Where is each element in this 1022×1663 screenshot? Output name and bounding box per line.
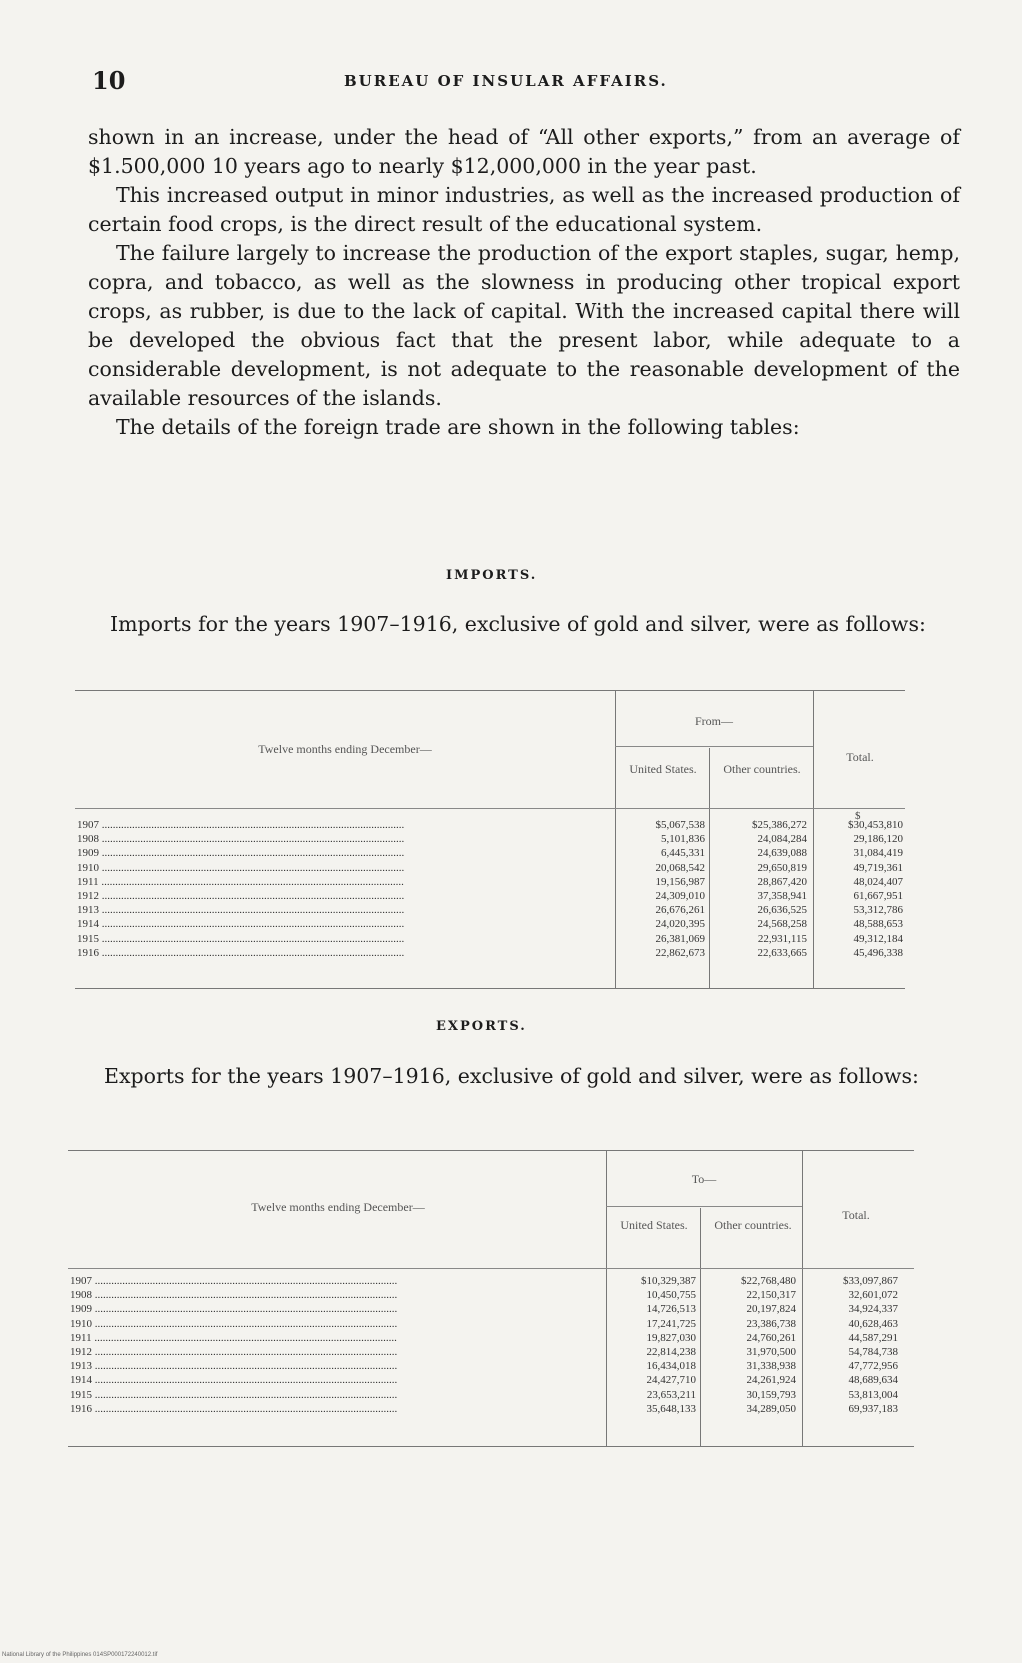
table-cell: 10,450,755 (646, 1289, 696, 1302)
imports-unit-marker: $ (855, 810, 861, 822)
table-cell: 40,628,463 (848, 1317, 898, 1330)
running-head (92, 66, 972, 96)
table-cell: 53,312,786 (853, 904, 903, 917)
year-label: 1908 .............................................................................................................. (77, 833, 405, 846)
year-label: 1914 .............................................................................................................. (70, 1374, 398, 1387)
table-cell: 19,827,030 (646, 1331, 696, 1344)
table-cell: 69,937,183 (848, 1402, 898, 1415)
exports-total-column (808, 1274, 898, 1416)
table-cell: 34,924,337 (848, 1303, 898, 1316)
year-label: 1910 .............................................................................................................. (77, 861, 405, 874)
imports-col-us: United States. (629, 762, 697, 776)
exports-row-header: Twelve months ending December— (251, 1200, 425, 1214)
year-label: 1913 .............................................................................................................. (70, 1360, 398, 1373)
table-cell: 48,689,634 (848, 1374, 898, 1387)
exports-col-us: United States. (620, 1218, 688, 1232)
table-cell: 54,784,738 (848, 1345, 898, 1358)
table-cell: 24,084,284 (757, 833, 807, 846)
table-cell: 24,639,088 (757, 847, 807, 860)
year-label: 1914 .............................................................................................................. (77, 918, 405, 931)
running-title: BUREAU OF INSULAR AFFAIRS. (344, 72, 668, 90)
table-cell: $33,097,867 (843, 1275, 898, 1287)
table-cell: 23,386,738 (746, 1317, 796, 1330)
year-label: 1910 .............................................................................................................. (70, 1317, 398, 1330)
table-cell: 31,084,419 (853, 847, 903, 860)
table-cell: 24,568,258 (757, 918, 807, 931)
table-cell: $10,329,387 (641, 1275, 696, 1287)
table-cell: 14,726,513 (646, 1303, 696, 1316)
year-label: 1916 .............................................................................................................. (77, 946, 405, 959)
imports-other-column (711, 818, 807, 960)
table-cell: 22,931,115 (757, 932, 807, 945)
table-cell: 5,101,836 (661, 833, 705, 846)
page-number: 10 (92, 66, 126, 95)
table-cell: 35,648,133 (646, 1402, 696, 1415)
year-label: 1912 .............................................................................................................. (77, 889, 405, 902)
table-cell: 6,445,331 (661, 847, 705, 860)
table-cell: 47,772,956 (848, 1360, 898, 1373)
table-cell: 22,814,238 (646, 1345, 696, 1358)
table-cell: 22,633,665 (757, 946, 807, 959)
table-cell: 22,862,673 (655, 946, 705, 959)
table-cell: 26,381,069 (655, 932, 705, 945)
table-cell: 24,261,924 (746, 1374, 796, 1387)
table-cell: 32,601,072 (848, 1289, 898, 1302)
exports-table (68, 1150, 914, 1450)
table-cell: 17,241,725 (646, 1317, 696, 1330)
table-cell: 26,636,525 (757, 904, 807, 917)
table-cell: 29,650,819 (757, 861, 807, 874)
exports-group-header: To— (691, 1172, 717, 1186)
table-cell: 45,496,338 (853, 946, 903, 959)
exports-col-total: Total. (842, 1208, 870, 1222)
imports-intro: Imports for the years 1907–1916, exclusive of gold and silver, were as follows: (110, 612, 926, 636)
table-cell: 22,150,317 (746, 1289, 796, 1302)
exports-years (70, 1274, 598, 1416)
year-label: 1907 .............................................................................................................. (77, 819, 405, 831)
table-cell: 49,719,361 (853, 861, 903, 874)
year-label: 1915 .............................................................................................................. (70, 1388, 398, 1401)
exports-heading: EXPORTS. (436, 1019, 527, 1034)
table-cell: 37,358,941 (757, 889, 807, 902)
table-cell: 48,024,407 (853, 875, 903, 888)
year-label: 1907 .............................................................................................................. (70, 1275, 398, 1287)
table-cell: 34,289,050 (746, 1402, 796, 1415)
imports-us-column (617, 818, 705, 960)
paragraph-capital: The failure largely to increase the production of the export staples, sugar, hemp, copra, and tobacco, as well as the slowness in producing other tropical export crops, as rubber, is due to the lack of capital. With the increased capital there will be developed the obvious fact that the present labor, while adequate to a considerable development, is not adequate to the reasonable development of the available resources of the islands. (88, 241, 960, 410)
table-cell: $22,768,480 (741, 1275, 796, 1287)
table-cell: 23,653,211 (646, 1388, 696, 1401)
table-cell: 29,186,120 (853, 833, 903, 846)
table-cell: 24,427,710 (646, 1374, 696, 1387)
table-cell: 20,068,542 (655, 861, 705, 874)
paragraph-foreign-trade: The details of the foreign trade are shown in the following tables: (116, 415, 800, 439)
imports-col-total: Total. (846, 750, 874, 764)
table-cell: $25,386,272 (752, 819, 807, 831)
table-cell: $30,453,810 (848, 819, 903, 831)
body-text (88, 123, 960, 442)
year-label: 1916 .............................................................................................................. (70, 1402, 398, 1415)
table-cell: 24,309,010 (655, 889, 705, 902)
imports-total-column (817, 818, 903, 960)
table-cell: 61,667,951 (853, 889, 903, 902)
table-cell: 48,588,653 (853, 918, 903, 931)
table-cell: 49,312,184 (853, 932, 903, 945)
exports-intro: Exports for the years 1907–1916, exclusive of gold and silver, were as follows: (104, 1064, 919, 1088)
year-label: 1911 .............................................................................................................. (70, 1331, 397, 1344)
year-label: 1913 .............................................................................................................. (77, 904, 405, 917)
exports-col-other: Other countries. (714, 1218, 792, 1232)
year-label: 1909 .............................................................................................................. (70, 1303, 398, 1316)
exports-other-column (702, 1274, 796, 1416)
imports-table (75, 690, 905, 990)
table-cell: 28,867,420 (757, 875, 807, 888)
table-cell: 30,159,793 (746, 1388, 796, 1401)
year-label: 1912 .............................................................................................................. (70, 1345, 398, 1358)
table-cell: 53,813,004 (848, 1388, 898, 1401)
exports-us-column (608, 1274, 696, 1416)
table-cell: 24,020,395 (655, 918, 705, 931)
imports-row-header: Twelve months ending December— (258, 742, 432, 756)
year-label: 1908 .............................................................................................................. (70, 1289, 398, 1302)
table-cell: 16,434,018 (646, 1360, 696, 1373)
year-label: 1911 .............................................................................................................. (77, 875, 404, 888)
table-cell: 44,587,291 (848, 1331, 898, 1344)
table-cell: 19,156,987 (655, 875, 705, 888)
imports-years (77, 818, 607, 960)
table-cell: 31,338,938 (746, 1360, 796, 1373)
scan-credit: National Library of the Philippines 014SP000172240012.tif (2, 1652, 158, 1658)
table-cell: $5,067,538 (655, 819, 705, 831)
year-label: 1915 .............................................................................................................. (77, 932, 405, 945)
table-cell: 24,760,261 (746, 1331, 796, 1344)
imports-heading: IMPORTS. (446, 568, 538, 583)
paragraph-continued: shown in an increase, under the head of “All other exports,” from an average of $1.500,000 10 years ago to nearly $12,000,000 in the year past. (88, 125, 960, 178)
year-label: 1909 .............................................................................................................. (77, 847, 405, 860)
imports-group-header: From— (694, 714, 733, 728)
imports-col-other: Other countries. (723, 762, 801, 776)
paragraph-minor-industries: This increased output in minor industries, as well as the increased production of certain food crops, is the direct result of the educational system. (88, 183, 960, 236)
table-cell: 31,970,500 (746, 1345, 796, 1358)
table-cell: 26,676,261 (655, 904, 705, 917)
table-cell: 20,197,824 (746, 1303, 796, 1316)
